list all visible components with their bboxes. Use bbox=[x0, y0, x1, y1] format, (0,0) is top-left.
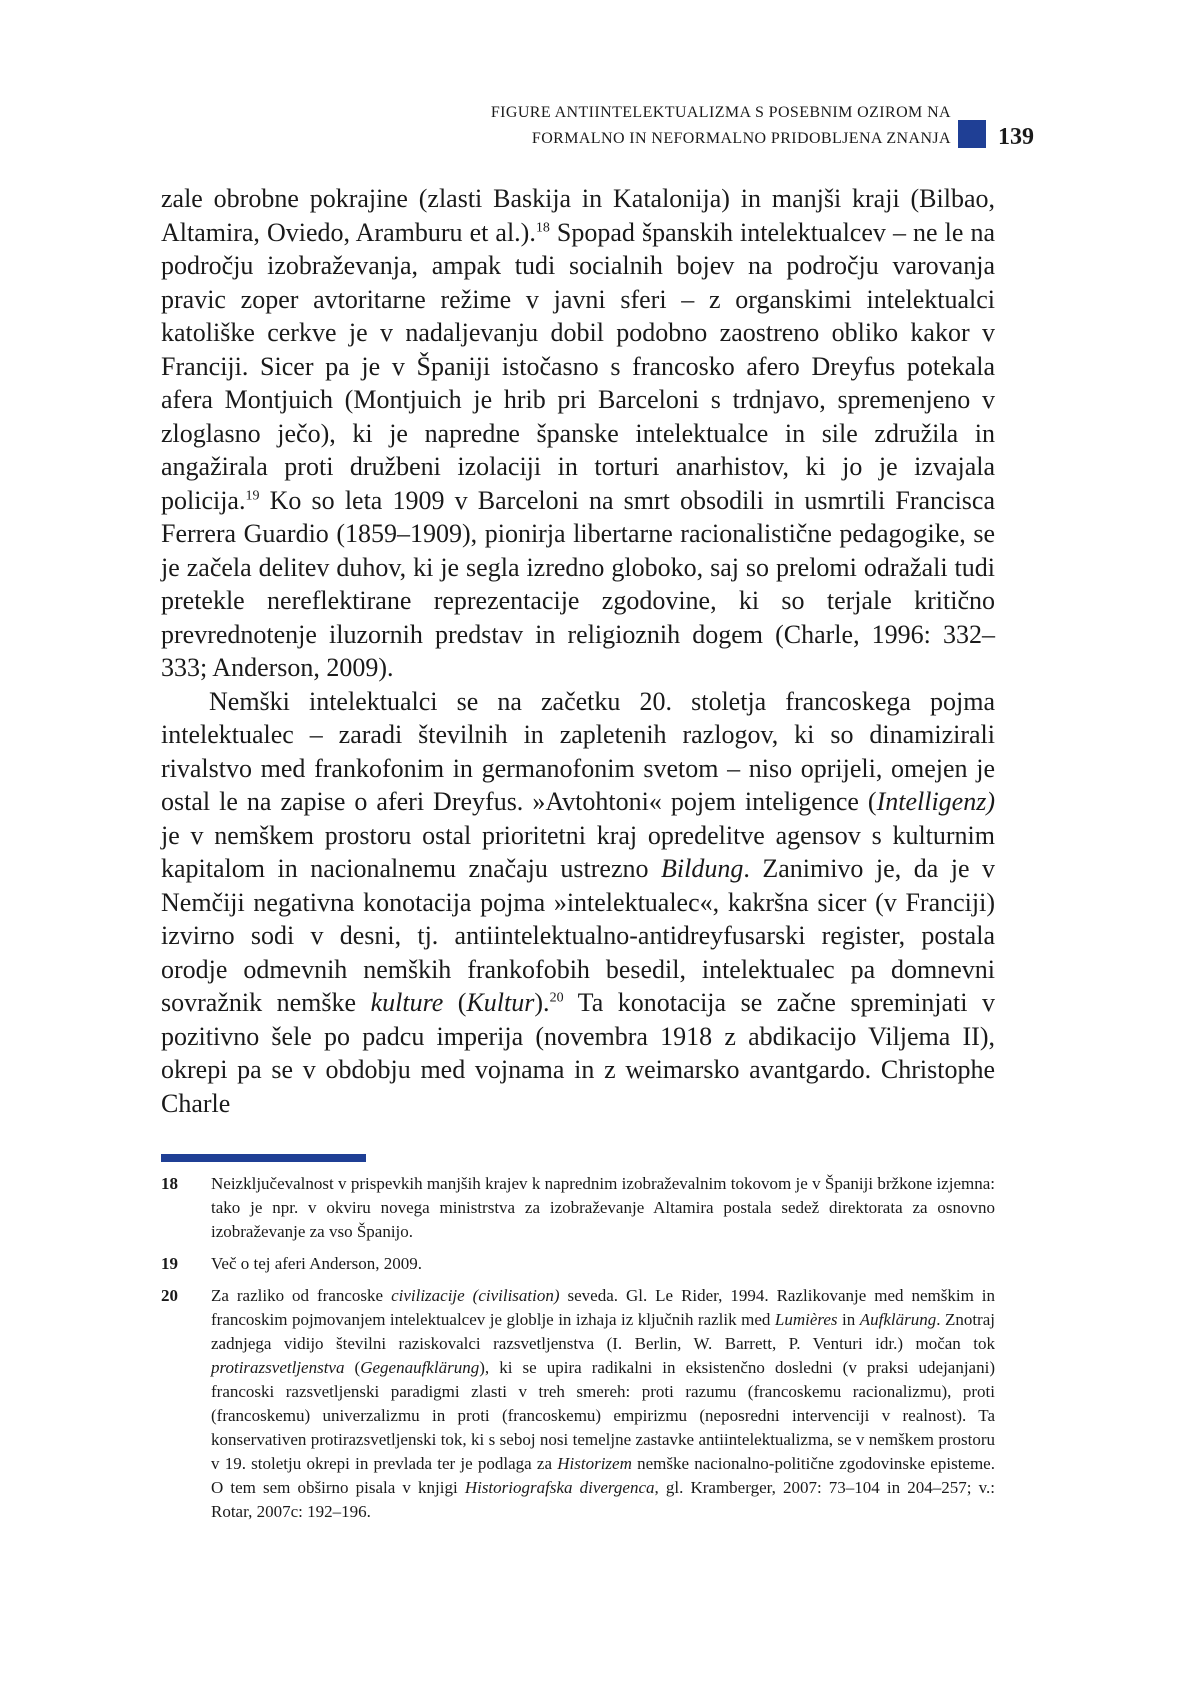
body-text bbox=[161, 182, 995, 1120]
footnote-separator bbox=[161, 1154, 366, 1162]
footnote-19 bbox=[161, 1252, 995, 1276]
footnote-text: Neizključevalnost v prispevkih manjših krajev k naprednim izobraževalnim tokovom je v Španiji bržkone izjemna: tako je npr. v okviru novega ministrstva za izobraževanje Altamira postala sedež direktorata za osnovno izobraževanje za vso Španijo. bbox=[211, 1174, 995, 1241]
footnote-number: 18 bbox=[161, 1174, 178, 1193]
paragraph-2: Nemški intelektualci se na začetku 20. stoletja francoskega pojma intelektualec – zaradi številnih in zapletenih razlogov, ki so dinamizirali rivalstvo med frankofonim in germanofonim svetom – niso oprijeli, omejen je ostal le na zapise o aferi Dreyfus. »Avtohtoni« pojem inteligence (Intelligenz) je v nemškem prostoru ostal prioritetni kraj opredelitve agensov s kulturnim kapitalom in nacionalnemu značaju ustrezno Bildung. Zanimivo je, da je v Nemčiji negativna konotacija pojma »intelektualec«, kakršna sicer (v Franciji) izvirno sodi v desni, tj. antiintelektualno-antidreyfusarski register, postala orodje odmevnih nemških frankofobih besedil, intelektualec pa domnevni sovražnik nemške kulture (Kultur).$^{20}$ Ta konotacija se začne spreminjati v pozitivno šele po padcu imperija (novembra 1918 z abdikacijo Viljema II), okrepi pa se v obdobju med vojnama in z weimarsko avantgardo. Christophe Charle bbox=[161, 686, 995, 1118]
footnote-ref-18[interactable]: 18 bbox=[535, 219, 550, 235]
running-head bbox=[491, 100, 951, 152]
footnote-18 bbox=[161, 1172, 995, 1244]
footnote-20 bbox=[161, 1284, 995, 1524]
running-head-line-1: FIGURE ANTIINTELEKTUALIZMA S POSEBNIM OZIROM NA bbox=[490, 104, 951, 121]
header-accent-block bbox=[958, 120, 986, 148]
footnote-number: 19 bbox=[161, 1254, 178, 1273]
footnote-ref-19[interactable]: 19 bbox=[245, 487, 260, 503]
footnote-text: Več o tej aferi Anderson, 2009. bbox=[211, 1254, 423, 1273]
page-number: 139 bbox=[998, 124, 1034, 150]
footnotes bbox=[161, 1172, 995, 1532]
running-head-line-2: FORMALNO IN NEFORMALNO PRIDOBLJENA ZNANJA bbox=[531, 130, 951, 147]
footnote-number: 20 bbox=[161, 1286, 178, 1305]
footnote-text: Za razliko od francoske civilizacije (civilisation) seveda. Gl. Le Rider, 1994. Razlikovanje med nemškim in francoskim pojmovanjem intelektualcev je globlje in izhaja iz ključnih razlik med Lumières in Aufklärung. Znotraj zadnjega vidijo številni raziskovalci razsvetljenstva (I. Berlin, W. Barrett, P. Venturi idr.) močan tok protirazsvetljenstva (Gegenaufklärung), ki se upira radikalni in eksistenčno dosledni (v praksi udejanjani) francoski razsvetljenski paradigmi zlasti v treh smereh: proti razumu (francoskemu racionalizmu), proti (francoskemu) univerzalizmu in proti (francoskemu) empirizmu (neposredni intervenciji v realnost). Ta konservativen protirazsvetljenski tok, ki s seboj nosi temeljne zastavke antiintelektualizma, se v nemškem prostoru v 19. stoletju okrepi in prevlada ter je podlaga za Historizem nemške nacionalno-politične zgodovinske episteme. O tem sem obširno pisala v knjigi Historiografska divergenca, gl. Kramberger, 2007: 73–104 in 204–257; v.: Rotar, 2007c: 192–196. bbox=[211, 1286, 995, 1521]
footnote-ref-20[interactable]: 20 bbox=[549, 990, 564, 1006]
paragraph-1: zale obrobne pokrajine (zlasti Baskija in Katalonija) in manjši kraji (Bilbao, Altamira, Oviedo, Aramburu et al.).$^{18}$ Spopad španskih intelektualcev – ne le na področju izobraževanja, ampak tudi socialnih bojev na področju varovanja pravic zoper avtoritarne režime v javni sferi – z organskimi intelektualci katoliške cerkve je v nadaljevanju dobil podobno zaostreno obliko kakor v Franciji. Sicer pa je v Španiji istočasno s francosko afero Dreyfus potekala afera Montjuich (Montjuich je hrib pri Barceloni s trdnjavo, spremenjeno v zloglasno ječo), ki je napredne španske intelektualce in sile združila in angažirala proti družbeni izolaciji in torturi anarhistov, ki jo je izvajala policija.$^{19}$ Ko so leta 1909 v Barceloni na smrt obsodili in usmrtili Francisca Ferrera Guardio (1859–1909), pionirja libertarne racionalistične pedagogike, se je začela delitev duhov, ki je segla izredno globoko, saj so prelomi odražali tudi pretekle nereflektirane reprezentacije zgodovine, ki so terjale kritično prevrednotenje iluzornih predstav in religioznih dogem (Charle, 1996: 332–333; Anderson, 2009). bbox=[161, 184, 995, 682]
